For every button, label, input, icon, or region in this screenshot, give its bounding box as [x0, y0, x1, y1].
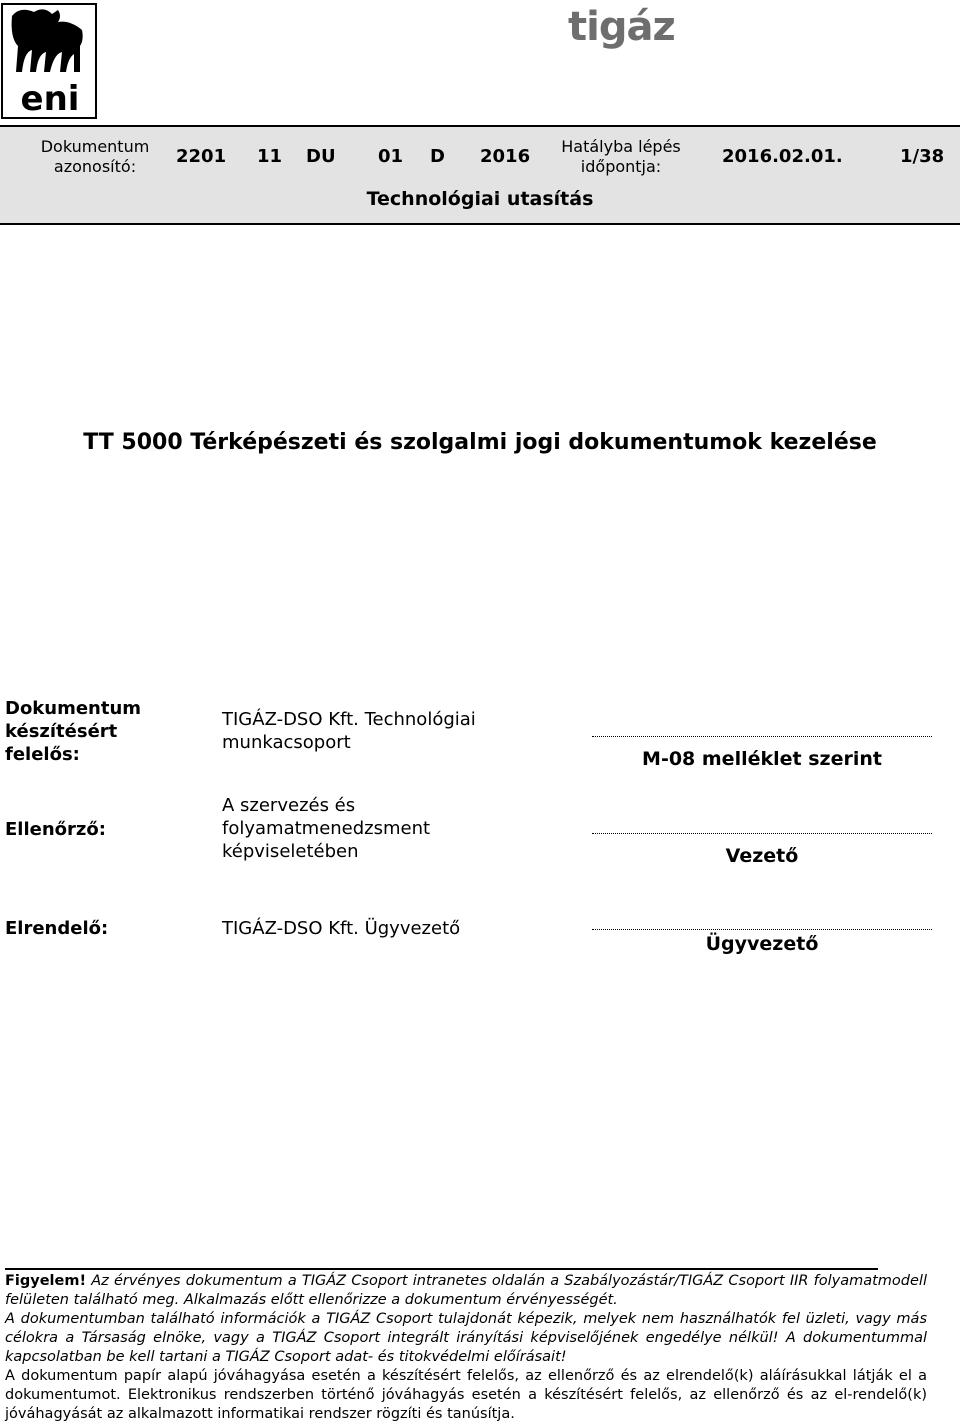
orderer-signature: Ügyvezető [705, 933, 819, 955]
eni-wordmark: eni [20, 79, 80, 119]
doc-id-label [20, 137, 170, 177]
document-title: TT 5000 Térképészeti és szolgalmi jogi dokumentumok kezelése [83, 430, 877, 455]
checker-value [222, 794, 430, 863]
notice-text-1: Az érvényes dokumentum a TIGÁZ Csoport intranetes oldalán a Szabályozástár/TIGÁZ Csoport IIR folyamatmodell felületen található meg. Alkalmazás előtt ellenőrizze a dokumentum érvényességét. [5, 1273, 927, 1308]
page-number: 1/38 [900, 146, 945, 167]
responsible-value-line1: TIGÁZ-DSO Kft. Technológiai [222, 709, 476, 730]
tigaz-logo: tigáz [568, 4, 675, 50]
doc-code-3: DU [306, 146, 336, 167]
doc-code-6: 2016 [480, 146, 531, 167]
eni-logo [0, 2, 100, 120]
notice-heading: Figyelem! [5, 1273, 87, 1289]
responsible-label-line2: készítésért [5, 721, 118, 742]
checker-value-line3: képviseletében [222, 841, 359, 862]
notice-block [5, 1272, 927, 1424]
effective-date: 2016.02.01. [722, 146, 843, 167]
notice-paragraph-3: A dokumentum papír alapú jóváhagyása esetén a készítésért felelős, az ellenőrző és az elrendelő(k) aláírásukkal látják el a dokumentumot. Elektronikus rendszerben történő jóváhagyás esetén a készítésért felelős, az ellenőrző és az el-rendelő(k) jóváhagyását az alkalmazott informatikai rendszer rögzíti és tanúsítja. [5, 1368, 927, 1422]
orderer-signature-line [592, 929, 932, 930]
responsible-label-line3: felelős: [5, 744, 80, 765]
doc-id-label-line2: azonosító: [53, 157, 137, 176]
doc-code-1: 2201 [176, 146, 227, 167]
checker-signature-line [592, 833, 932, 834]
responsible-label-line1: Dokumentum [5, 698, 142, 719]
notice-paragraph-1 [5, 1272, 927, 1310]
responsible-signature-line [592, 736, 932, 737]
effective-date-label [546, 137, 696, 177]
checker-value-line2: folyamatmenedzsment [222, 818, 431, 839]
effective-label-line1: Hatályba lépés [561, 137, 681, 156]
checker-label: Ellenőrző: [5, 819, 106, 840]
doc-code-4: 01 [378, 146, 404, 167]
document-type: Technológiai utasítás [366, 188, 594, 210]
notice-paragraph-2: A dokumentumban található információk a TIGÁZ Csoport tulajdonát képezik, melyek nem használhatók fel üzleti, vagy más célokra a Társaság elnöke, vagy a TIGÁZ Csoport integrált irányítási képviselőjének engedélye nélkül! A dokumentummal kapcsolatban be kell tartani a TIGÁZ Csoport adat- és titokvédelmi előírásait! [5, 1311, 927, 1365]
doc-code-5: D [430, 146, 445, 167]
responsible-value [222, 708, 476, 754]
checker-value-line1: A szervezés és [222, 795, 356, 816]
responsible-signature: M-08 melléklet szerint [642, 748, 882, 770]
responsible-value-line2: munkacsoport [222, 732, 351, 753]
orderer-label: Elrendelő: [5, 918, 109, 939]
effective-label-line2: időpontja: [580, 157, 662, 176]
orderer-value: TIGÁZ-DSO Kft. Ügyvezető [222, 918, 461, 939]
checker-signature: Vezető [725, 845, 799, 867]
doc-id-label-line1: Dokumentum [40, 137, 150, 156]
doc-code-2: 11 [257, 146, 283, 167]
responsible-label [5, 697, 141, 766]
notice-divider [5, 1268, 878, 1270]
